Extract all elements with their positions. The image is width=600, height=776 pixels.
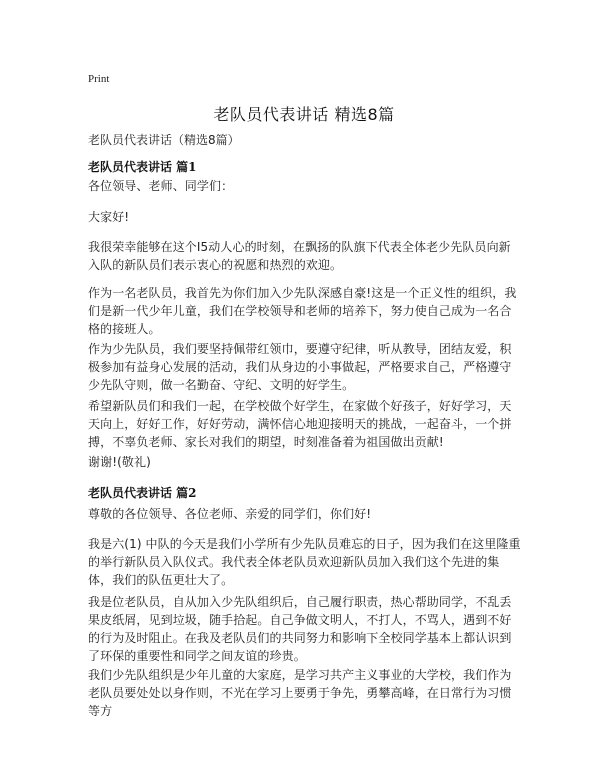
paragraph: 希望新队员们和我们一起，在学校做个好学生，在家做个好孩子，好好学习，天天向上，好好工作，好好劳动，满怀信心地迎接明天的挑战，一起奋斗，一个拼搏，不辜负老师、家长对我们的期望，时刻准备着为祖国做出贡献! xyxy=(88,399,512,449)
paragraph: 我是位老队员，自从加入少先队组织后，自己履行职责，热心帮助同学，不乱丢果皮纸屑，见到垃圾，随手拾起。自己争做文明人，不打人，不骂人，遇到不好的行为及时阻止。在我及老队员们的共同努力和影响下全校同学基本上都认识到了环保的重要性和同学之间友谊的珍贵。 xyxy=(88,595,512,663)
section-heading: 老队员代表讲话 篇2 xyxy=(88,486,197,500)
paragraph: 作为少先队员，我们要坚持佩带红领巾，要遵守纪律，听从教导，团结友爱，积极参加有益身心发展的活动，我们从身边的小事做起，严格要求自己，严格遵守少先队守则，做一名勤奋、守纪、文明的好学生。 xyxy=(88,342,512,392)
paragraph: 我很荣幸能够在这个I5动人心的时刻，在飘扬的队旗下代表全体老少先队员向新入队的新队员们表示衷心的祝愿和热烈的欢迎。 xyxy=(88,240,511,272)
paragraph: 谢谢!(敬礼) xyxy=(88,455,151,469)
paragraph: 我们少先队组织是少年儿童的大家庭，是学习共产主义事业的大学校，我们作为老队员要处处以身作则，不光在学习上要勇于争先，勇攀高峰，在日常行为习惯等方 xyxy=(88,668,512,718)
section-heading: 老队员代表讲话 篇1 xyxy=(88,160,197,174)
document-subtitle: 老队员代表讲话（精选8篇） xyxy=(88,133,240,147)
paragraph: 我是六(1) 中队的今天是我们小学所有少先队员难忘的日子，因为我们在这里隆重的举行新队员入队仪式。我代表全体老队员欢迎新队员加入我们这个先进的集体，我们的队伍更壮大了。 xyxy=(88,537,521,587)
paragraph: 尊敬的各位领导、各位老师、亲爱的同学们，你们好! xyxy=(88,507,372,521)
paragraph: 作为一名老队员，我首先为你们加入少先队深感自豪!这是一个正义性的组织，我们是新一代少年儿童，我们在学校领导和老师的培养下，努力使自己成为一名合格的接班人。 xyxy=(88,286,517,336)
print-label: Print xyxy=(88,73,110,85)
paragraph: 大家好! xyxy=(88,210,130,224)
paragraph: 各位领导、老师、同学们： xyxy=(88,179,234,193)
document-title: 老队员代表讲话 精选8篇 xyxy=(213,105,395,124)
